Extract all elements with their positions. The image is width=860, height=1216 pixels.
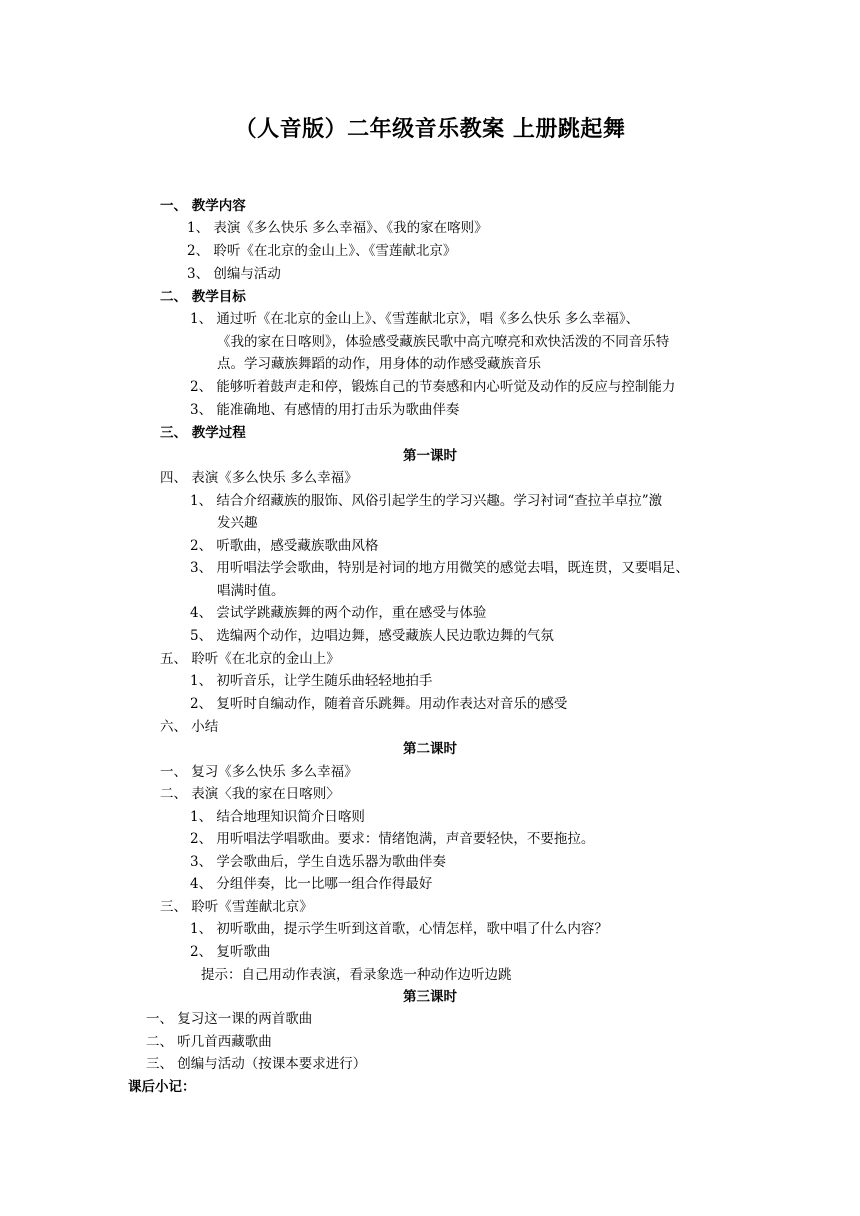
list-item: 1、 通过听《在北京的金山上》、《雪莲献北京》，唱《多么快乐 多么幸福》、 (190, 311, 640, 327)
list-item: 一、 复习这一课的两首歌曲 (146, 1011, 313, 1027)
list-item-continuation: 发兴趣 (217, 515, 258, 531)
part-heading: 六、 小结 (160, 719, 219, 735)
list-item-continuation: 《我的家在日喀则》，体验感受藏族民歌中高亢嘹亮和欢快活泼的不同音乐特 (217, 334, 670, 350)
list-item-continuation: 唱满时值。 (217, 583, 285, 599)
section-heading-content: 一、 教学内容 (160, 198, 246, 214)
list-item: 3、 学会歌曲后，学生自选乐器为歌曲伴奏 (190, 854, 446, 870)
list-item: 二、 听几首西藏歌曲 (146, 1034, 272, 1050)
part-heading: 二、 表演〈我的家在日喀则〉 (160, 786, 340, 802)
lesson-heading-3: 第三课时 (403, 989, 457, 1005)
list-item: 4、 尝试学跳藏族舞的两个动作，重在感受与体验 (190, 605, 487, 621)
part-heading: 三、 聆听《雪莲献北京》 (160, 899, 313, 915)
list-item: 三、 创编与活动（按课本要求进行） (146, 1056, 367, 1072)
list-item: 1、 结合地理知识简介日喀则 (190, 809, 365, 825)
document-title: （人音版）二年级音乐教案 上册跳起舞 (234, 116, 626, 142)
list-item: 3、 创编与活动 (187, 266, 281, 282)
part-heading: 一、 复习《多么快乐 多么幸福》 (160, 764, 358, 780)
list-item-continuation: 点。学习藏族舞蹈的动作，用身体的动作感受藏族音乐 (217, 356, 541, 372)
part-heading: 五、 聆听《在北京的金山上》 (160, 651, 340, 667)
list-item: 1、 初听歌曲，提示学生听到这首歌，心情怎样，歌中唱了什么内容？ (190, 921, 608, 937)
list-item: 2、 能够听着鼓声走和停，锻炼自己的节奏感和内心听觉及动作的反应与控制能力 (190, 379, 676, 395)
afterword-label: 课后小记： (128, 1079, 196, 1095)
list-item: 1、 结合介绍藏族的服饰、风俗引起学生的学习兴趣。学习衬词“查拉羊卓拉”激 (190, 493, 663, 509)
part-heading: 四、 表演《多么快乐 多么幸福》 (160, 470, 358, 486)
list-item: 1、 初听音乐，让学生随乐曲轻轻地拍手 (190, 673, 433, 689)
list-item: 4、 分组伴奏，比一比哪一组合作得最好 (190, 876, 433, 892)
section-heading-goals: 二、 教学目标 (160, 289, 246, 305)
lesson-heading-1: 第一课时 (403, 448, 457, 464)
list-item: 1、 表演《多么快乐 多么幸福》、《我的家在喀则》 (187, 220, 488, 236)
list-item: 2、 复听歌曲 (190, 944, 271, 960)
list-item: 2、 复听时自编动作，随着音乐跳舞。用动作表达对音乐的感受 (190, 696, 568, 712)
lesson-heading-2: 第二课时 (403, 741, 457, 757)
list-item: 5、 选编两个动作，边唱边舞，感受藏族人民边歌边舞的气氛 (190, 628, 554, 644)
list-item: 2、 聆听《在北京的金山上》、《雪莲献北京》 (187, 243, 457, 259)
list-item: 3、 能准确地、有感情的用打击乐为歌曲伴奏 (190, 402, 460, 418)
list-item: 2、 用听唱法学唱歌曲。要求：情绪饱满，声音要轻快，不要拖拉。 (190, 831, 595, 847)
list-item: 3、 用听唱法学会歌曲，特别是衬词的地方用微笑的感觉去唱，既连贯，又要唱足、 (190, 560, 689, 576)
section-heading-process: 三、 教学过程 (160, 425, 246, 441)
hint-text: 提示：自己用动作表演，看录象选一种动作边听边跳 (201, 967, 512, 983)
list-item: 2、 听歌曲，感受藏族歌曲风格 (190, 538, 379, 554)
